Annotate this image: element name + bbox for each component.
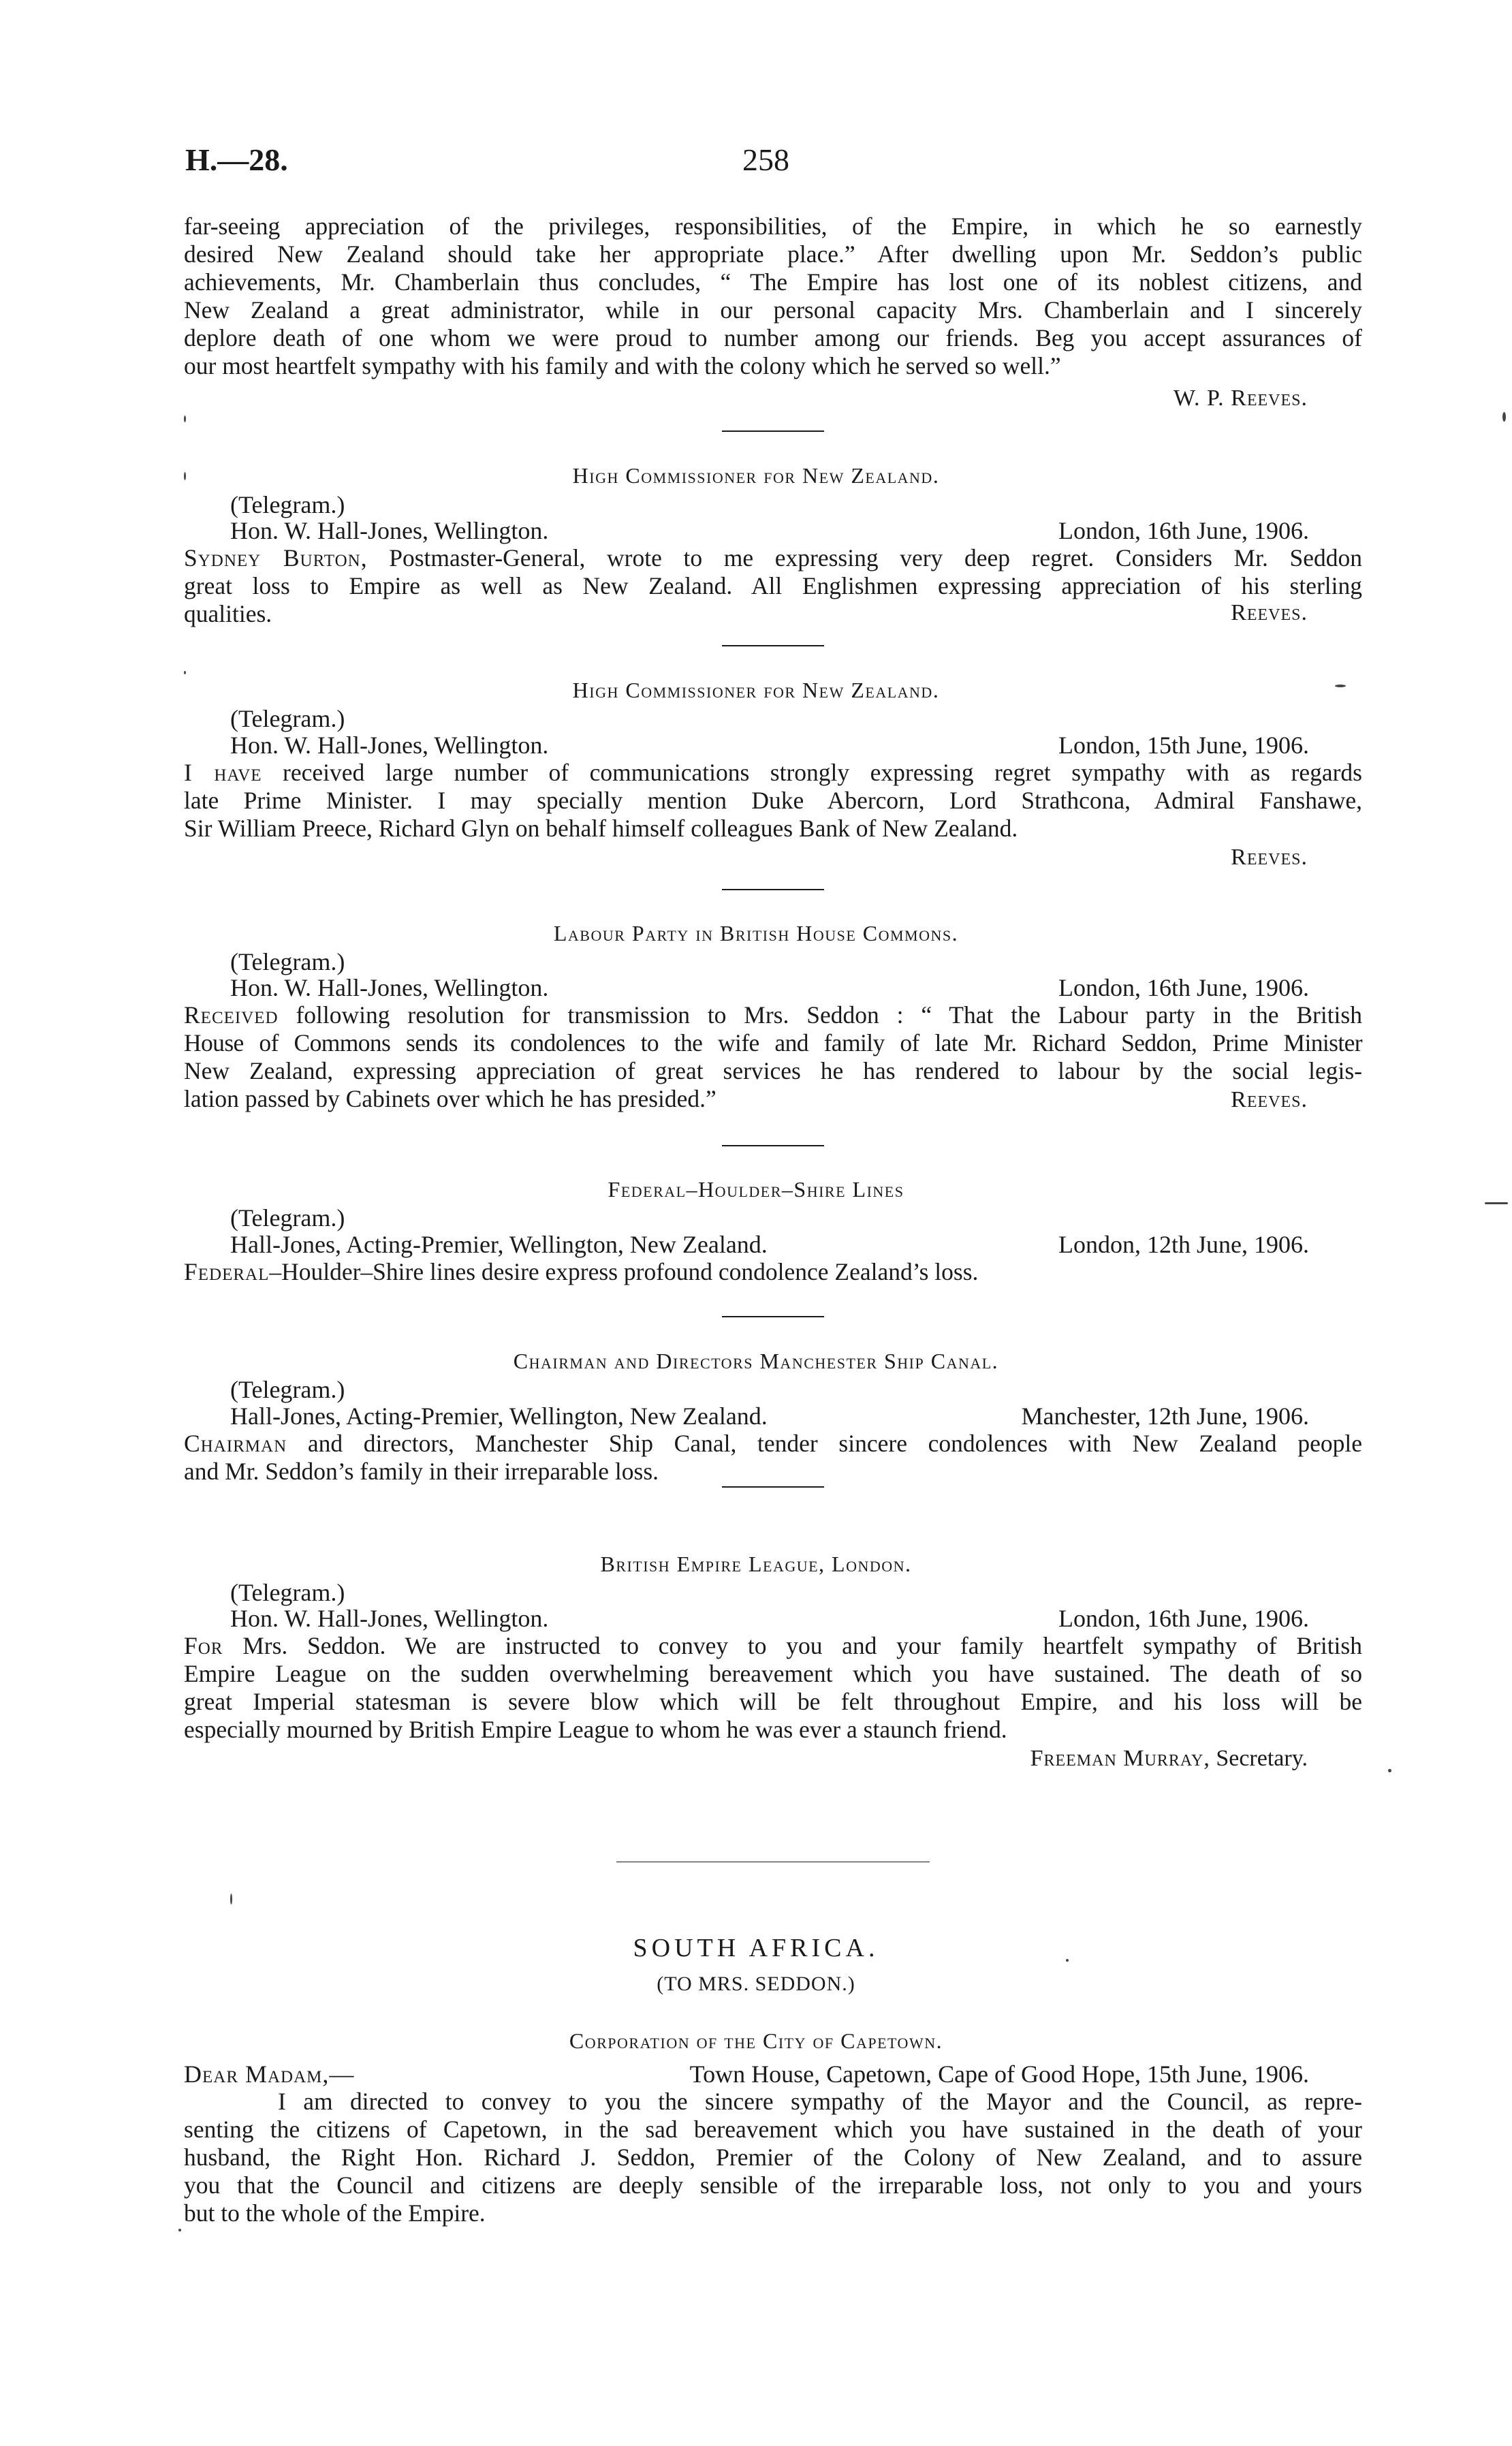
scan-speck xyxy=(184,472,186,480)
message-line: Postmaster-General, wrote to me expressing very deep regret. Considers Mr. Seddon xyxy=(367,544,1362,571)
signature-name: Freeman Murray, xyxy=(1030,1746,1210,1771)
intro-line: our most heartfelt sympathy with his family and with the colony which he served so well.” xyxy=(184,352,1061,379)
scan-speck xyxy=(1066,1959,1069,1962)
message-recipient: Hall-Jones, Acting-Premier, Wellington, New Zealand. xyxy=(230,1231,768,1258)
intro-line: deplore death of one whom we were proud to number among our friends. Beg you accept assurances of xyxy=(184,324,1362,351)
message-heading: High Commissioner for New Zealand. xyxy=(572,463,940,488)
message-lead-word: Received xyxy=(184,1001,279,1029)
message-line: especially mourned by British Empire League to whom he was ever a staunch friend. xyxy=(184,1716,1007,1743)
section-rule xyxy=(722,430,824,432)
message-type: (Telegram.) xyxy=(230,491,345,518)
message-origin-date: London, 15th June, 1906. xyxy=(1058,732,1309,759)
intro-line: New Zealand a great administrator, while in our personal capacity Mrs. Chamberlain and I sincerely xyxy=(184,296,1362,324)
message-line: and directors, Manchester Ship Canal, tender sincere condolences with New Zealand people xyxy=(287,1430,1362,1457)
scan-speck xyxy=(1388,1769,1391,1772)
message-type: (Telegram.) xyxy=(230,948,345,975)
intro-line: desired New Zealand should take her appropriate place.” After dwelling upon Mr. Seddon’s public xyxy=(184,240,1362,268)
message-heading: Federal–Houlder–Shire Lines xyxy=(608,1177,904,1202)
message-heading: Labour Party in British House Commons. xyxy=(553,921,959,945)
message-signature: Reeves. xyxy=(1231,845,1308,870)
message-line: –Houlder–Shire lines desire express profound condolence Zealand’s loss. xyxy=(269,1258,979,1285)
scan-speck xyxy=(1335,685,1346,687)
message-type: (Telegram.) xyxy=(230,1579,345,1606)
message-line: great Imperial statesman is severe blow which will be felt throughout Empire, and his loss will be xyxy=(184,1688,1362,1715)
message-line: received large number of communications strongly expressing regret sympathy with as regards xyxy=(262,759,1362,786)
message-body xyxy=(184,544,1362,628)
message-line: House of Commons sends its condolences to the wife and family of late Mr. Richard Seddon, Prime Minister xyxy=(184,1029,1362,1056)
letter-address: Town House, Capetown, Cape of Good Hope, 15th June, 1906. xyxy=(689,2060,1309,2088)
message-signature: Reeves. xyxy=(1231,600,1308,625)
message-lead-word: Chairman xyxy=(184,1430,287,1457)
intro-line: achievements, Mr. Chamberlain thus concludes, “ The Empire has lost one of its noblest citizens, and xyxy=(184,268,1362,296)
section-subtitle: (TO MRS. SEDDON.) xyxy=(657,1973,855,1995)
intro-line: far-seeing appreciation of the privileges, responsibilities, of the Empire, in which he so earnestly xyxy=(184,213,1362,240)
message-signature xyxy=(1030,1746,1308,1772)
scan-speck xyxy=(1502,412,1506,422)
letter-line: you that the Council and citizens are deeply sensible of the irreparable loss, not only to you and yours xyxy=(184,2171,1362,2199)
section-rule xyxy=(722,1486,824,1488)
message-origin-date: London, 16th June, 1906. xyxy=(1058,517,1309,544)
section-rule xyxy=(722,1316,824,1317)
message-line: following resolution for transmission to Mrs. Seddon : “ That the Labour party in the British xyxy=(278,1001,1362,1029)
section-rule xyxy=(722,1145,824,1146)
message-lead-word: For xyxy=(184,1632,223,1659)
message-body xyxy=(184,1430,1362,1486)
message-recipient: Hon. W. Hall-Jones, Wellington. xyxy=(230,974,549,1001)
message-type: (Telegram.) xyxy=(230,705,345,732)
scan-speck xyxy=(184,415,186,422)
scan-speck xyxy=(178,2229,181,2231)
message-origin-date: London, 12th June, 1906. xyxy=(1058,1231,1309,1258)
intro-signature: W. P. Reeves. xyxy=(1174,386,1308,411)
message-heading: Chairman and Directors Manchester Ship Canal. xyxy=(513,1349,999,1373)
message-body xyxy=(184,1258,978,1286)
message-heading: British Empire League, London. xyxy=(600,1552,912,1576)
message-lead-word: I have xyxy=(184,759,262,786)
message-body xyxy=(184,1632,1362,1744)
message-line: qualities. xyxy=(184,600,272,627)
message-origin-date: Manchester, 12th June, 1906. xyxy=(1021,1402,1309,1430)
message-line: Empire League on the sudden overwhelming bereavement which you have sustained. The death of so xyxy=(184,1660,1362,1687)
letter-heading: Corporation of the City of Capetown. xyxy=(569,2028,943,2053)
message-type: (Telegram.) xyxy=(230,1376,345,1403)
message-type: (Telegram.) xyxy=(230,1204,345,1232)
section-rule xyxy=(722,889,824,890)
section-rule xyxy=(722,645,824,646)
message-line: late Prime Minister. I may specially mention Duke Abercorn, Lord Strathcona, Admiral Fanshawe, xyxy=(184,787,1362,814)
scan-speck xyxy=(230,1894,232,1904)
message-recipient: Hon. W. Hall-Jones, Wellington. xyxy=(230,1605,549,1632)
letter-line: senting the citizens of Capetown, in the sad bereavement which you have sustained in the death of your xyxy=(184,2116,1362,2143)
signature-role: Secretary. xyxy=(1210,1746,1308,1771)
message-lead-word: Sydney Burton, xyxy=(184,544,368,571)
message-line: lation passed by Cabinets over which he has presided.” xyxy=(184,1085,716,1112)
message-recipient: Hall-Jones, Acting-Premier, Wellington, New Zealand. xyxy=(230,1402,768,1430)
message-line: Sir William Preece, Richard Glyn on behalf himself colleagues Bank of New Zealand. xyxy=(184,815,1018,842)
message-origin-date: London, 16th June, 1906. xyxy=(1058,974,1309,1001)
letter-line: I am directed to convey to you the sincere sympathy of the Mayor and the Council, as repre- xyxy=(278,2088,1362,2115)
message-body xyxy=(184,1001,1362,1113)
message-line: and Mr. Seddon’s family in their irreparable loss. xyxy=(184,1458,659,1485)
message-recipient: Hon. W. Hall-Jones, Wellington. xyxy=(230,517,549,544)
message-body xyxy=(184,759,1362,843)
intro-paragraph xyxy=(184,213,1362,380)
message-recipient: Hon. W. Hall-Jones, Wellington. xyxy=(230,732,549,759)
message-line: great loss to Empire as well as New Zealand. All Englishmen expressing appreciation of his sterling xyxy=(184,572,1362,599)
message-signature: Reeves. xyxy=(1231,1087,1308,1112)
section-title: SOUTH AFRICA. xyxy=(633,1934,879,1962)
message-origin-date: London, 16th June, 1906. xyxy=(1058,1605,1309,1632)
scan-speck xyxy=(184,671,186,674)
message-line: New Zealand, expressing appreciation of great services he has rendered to labour by the social legis- xyxy=(184,1057,1362,1084)
message-lead-word: Federal xyxy=(184,1258,270,1285)
letter-salutation: Dear Madam,— xyxy=(184,2060,355,2088)
message-heading: High Commissioner for New Zealand. xyxy=(572,678,940,702)
letter-body xyxy=(184,2088,1362,2227)
document-reference: H.—28. xyxy=(185,142,288,177)
page-number: 258 xyxy=(742,142,789,177)
letter-line: husband, the Right Hon. Richard J. Seddon, Premier of the Colony of New Zealand, and to assure xyxy=(184,2144,1362,2171)
message-line: Mrs. Seddon. We are instructed to convey to you and your family heartfelt sympathy of British xyxy=(223,1632,1362,1659)
scan-speck xyxy=(1485,1202,1508,1204)
letter-line: but to the whole of the Empire. xyxy=(184,2199,486,2227)
